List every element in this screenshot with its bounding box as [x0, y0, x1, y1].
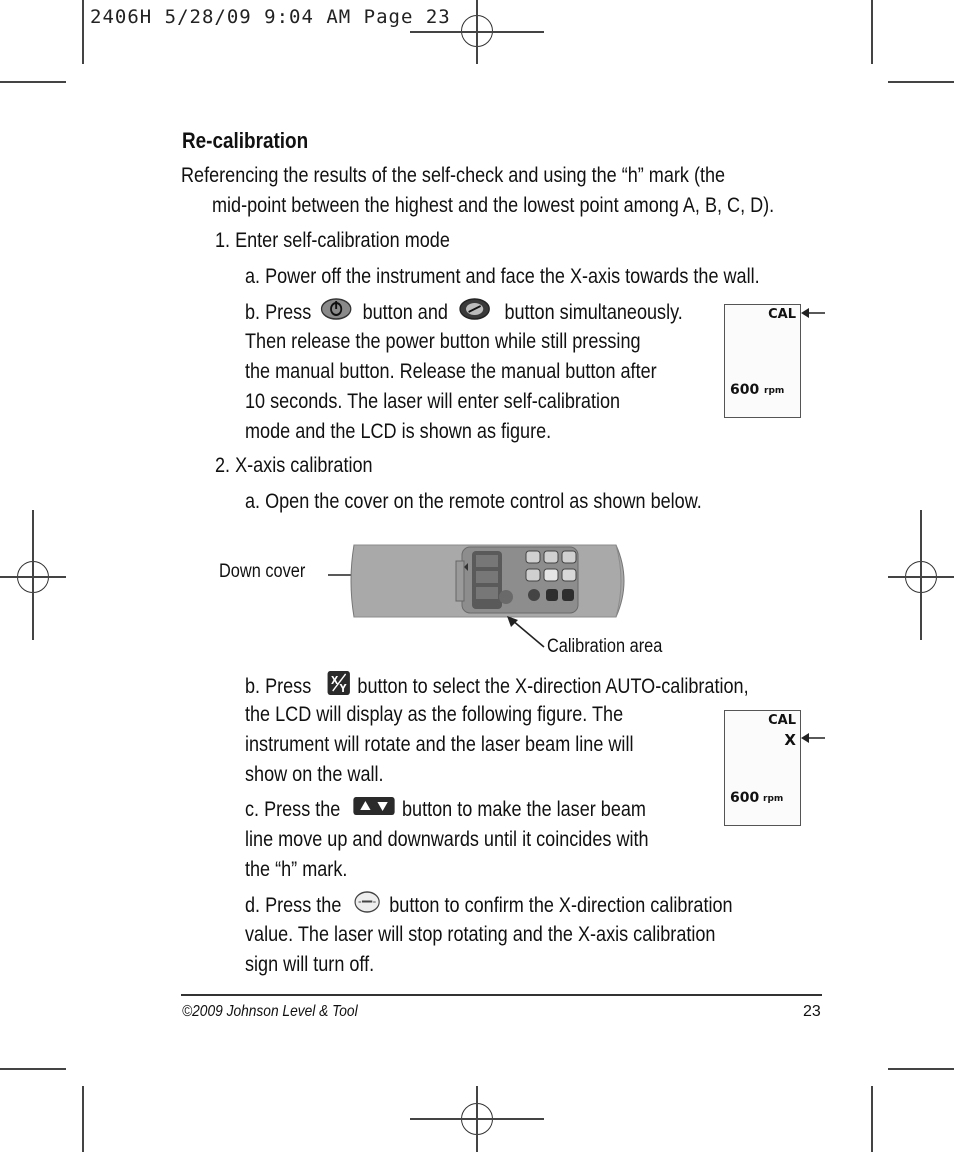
crop-mark — [82, 0, 84, 64]
step-2d-line-1: d. Press the button to confirm the X-direction calibration — [245, 890, 733, 923]
registration-mark-left — [0, 510, 66, 640]
crop-mark — [871, 1086, 873, 1152]
registration-mark-top — [410, 0, 544, 66]
step-2c-line-2: line move up and downwards until it coincides with — [245, 828, 649, 851]
registration-mark-right — [888, 510, 954, 640]
intro-line-1: Referencing the results of the self-check and using the “h” mark (the — [181, 164, 726, 187]
power-button-icon — [320, 297, 353, 330]
lcd-figure-cal — [724, 304, 801, 418]
step-1b-line-1: b. Press button and button simultaneously. — [245, 297, 683, 330]
step-1b-line-4: 10 seconds. The laser will enter self-calibration — [245, 390, 621, 413]
lcd-cal-text: CAL — [768, 307, 796, 322]
svg-text:Y: Y — [339, 682, 347, 696]
step-1b-line-2: Then release the power button while still pressing — [245, 330, 641, 353]
step-2b-line-4: show on the wall. — [245, 763, 384, 786]
step-2-title: 2. X-axis calibration — [215, 454, 373, 477]
calibration-area-arrow-icon — [506, 615, 546, 654]
manual-button-icon — [458, 297, 491, 330]
step-2d-line-3: sign will turn off. — [245, 953, 375, 976]
lcd-x-arrow-icon — [800, 731, 826, 750]
step-1b-line-3: the manual button. Release the manual button after — [245, 360, 657, 383]
crop-mark — [888, 81, 954, 83]
intro-line-2: mid-point between the highest and the lowest point among A, B, C, D). — [212, 194, 775, 217]
remote-control-image — [346, 537, 636, 630]
page-number: 23 — [803, 1003, 821, 1020]
lcd-rpm-unit: rpm — [764, 386, 785, 396]
lcd-figure-x-cal — [724, 710, 801, 826]
lcd-rpm-value: 600 — [730, 382, 760, 398]
step-2d-line-2: value. The laser will stop rotating and the X-axis calibration — [245, 923, 716, 946]
registration-mark-bottom — [410, 1086, 544, 1152]
section-title: Re-calibration — [182, 128, 309, 153]
crop-mark — [888, 1068, 954, 1070]
step-2b-line-3: instrument will rotate and the laser beam line will — [245, 733, 634, 756]
crop-mark — [0, 81, 66, 83]
footer-rule — [181, 994, 822, 996]
label-down-cover: Down cover — [219, 561, 306, 582]
footer-copyright: ©2009 Johnson Level & Tool — [182, 1003, 358, 1020]
lcd-axis-x-text: X — [784, 731, 796, 749]
step-1a: a. Power off the instrument and face the X-axis towards the wall. — [245, 265, 760, 288]
label-calibration-area: Calibration area — [547, 636, 663, 657]
svg-text:X: X — [330, 674, 339, 688]
lcd-rpm-unit: rpm — [763, 794, 784, 804]
crop-mark — [871, 0, 873, 64]
step-2b-line-2: the LCD will display as the following figure. The — [245, 703, 624, 726]
step-2c-line-1: c. Press the button to make the laser beam — [245, 795, 646, 825]
step-1b-line-5: mode and the LCD is shown as figure. — [245, 420, 552, 443]
lcd-cal-text: CAL — [768, 713, 796, 728]
up-down-button-icon — [352, 795, 395, 825]
crop-mark — [82, 1086, 84, 1152]
step-2a: a. Open the cover on the remote control as shown below. — [245, 490, 702, 513]
print-header: 2406H 5/28/09 9:04 AM Page 23 — [90, 6, 451, 28]
step-2b-line-1: b. Press X Y button to select the X-direction AUTO-calibration, — [245, 670, 749, 705]
enter-button-icon — [353, 890, 381, 923]
lcd-rpm-value: 600 — [730, 790, 760, 806]
step-2c-line-3: the “h” mark. — [245, 858, 348, 881]
lcd-cal-arrow-icon — [800, 306, 826, 325]
crop-mark — [0, 1068, 66, 1070]
step-1-title: 1. Enter self-calibration mode — [215, 229, 450, 252]
